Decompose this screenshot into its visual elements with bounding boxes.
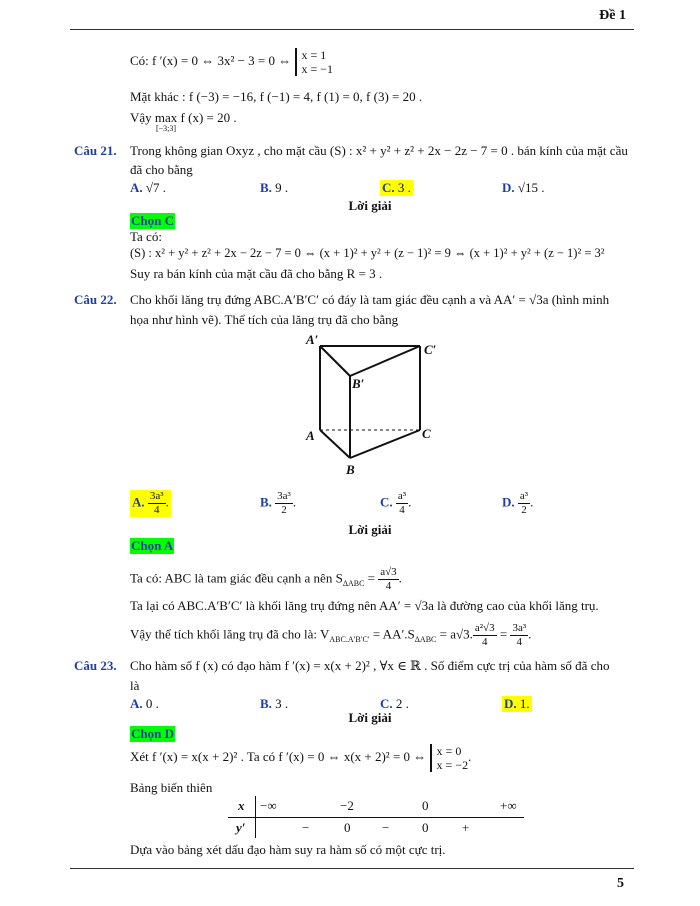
q22-label: Câu 22. — [74, 292, 117, 307]
edge-bc — [350, 430, 420, 458]
q23-sol2: Bảng biến thiên — [130, 780, 213, 795]
q21-answer: Chọn C — [131, 213, 174, 228]
table-y-zero2: 0 — [422, 820, 429, 835]
edge-b1c1 — [350, 346, 420, 376]
q22-text2: họa như hình vẽ). Thể tích của lăng trụ đã cho bằng — [130, 312, 399, 327]
q21-option-d[interactable]: D. √15 . — [502, 180, 545, 195]
q23-solution-title: Lời giải — [348, 710, 392, 725]
table-y-zero1: 0 — [344, 820, 351, 835]
q23-option-a[interactable]: A. 0 . — [130, 696, 159, 711]
q21-option-a[interactable]: A. √7 . — [130, 180, 167, 195]
label-c1: C′ — [424, 342, 437, 357]
q23-answer: Chọn D — [131, 726, 174, 741]
label-b1: B′ — [352, 376, 365, 391]
exam-label: Đề 1 — [599, 8, 626, 23]
q23-sol3: Dựa vào bảng xét dấu đạo hàm suy ra hàm số có một cực trị. — [130, 842, 446, 857]
q21-text1: Trong không gian Oxyz , cho mặt cầu (S) : x² + y² + z² + 2x − 2z − 7 = 0 . bán kính của mặt cầu — [130, 143, 628, 158]
edge-ab — [320, 430, 350, 458]
prev-line2: Mặt khác : f (−3) = −16, f (−1) = 4, f (1) = 0, f (3) = 20 . — [130, 89, 423, 104]
variation-table — [228, 796, 524, 838]
q23-option-c[interactable]: C. 2 . — [380, 696, 409, 711]
prism-figure — [300, 330, 450, 480]
q23-text1: Cho hàm số f (x) có đạo hàm f ′(x) = x(x + 2)² , ∀x ∈ ℝ . Số điểm cực trị của hàm số đã cho — [130, 658, 610, 673]
q21-option-c[interactable]: C. 3 . — [382, 180, 411, 195]
q22-sol2: Ta lại có ABC.A′B′C′ là khối lăng trụ đứng nên AA′ = √3a là đường cao của khối lăng trụ. — [130, 598, 599, 613]
q21-sol1: Ta có: — [130, 229, 162, 244]
table-y-sign2: − — [382, 820, 390, 835]
q22-sol1: Ta có: ABC là tam giác đều cạnh a nên $S_{\Delta ABC}$ = $\frac{a√3}{4}$ . — [130, 566, 402, 592]
table-y-sign1: − — [302, 820, 310, 835]
table-x-neg-inf: −∞ — [260, 798, 277, 813]
table-vline — [255, 796, 256, 838]
q21-label: Câu 21. — [74, 143, 117, 158]
q22-option-b[interactable]: B. $\frac{\text{3a³}}{2}$ . — [260, 490, 297, 516]
prev-line3-sub: [−3;3] — [156, 124, 177, 133]
header-rule — [70, 29, 634, 30]
label-a: A — [306, 428, 315, 443]
q23-option-d[interactable]: D. 1. — [504, 696, 530, 711]
q22-option-c[interactable]: C. $\frac{\text{a³}}{4}$ . — [380, 490, 412, 516]
q23-option-b[interactable]: B. 3 . — [260, 696, 289, 711]
q22-solution-title: Lời giải — [348, 522, 392, 537]
q21-sol2: (S) : x² + y² + z² + 2x − 2z − 7 = 0 ⇔ (x + 1)² + y² + (z − 1)² = 9 ⇔ (x + 1)² + y² + (z − 1)² = 3² — [130, 246, 605, 260]
q21-option-b[interactable]: B. 9 . — [260, 180, 289, 195]
q22-option-d[interactable]: D. $\frac{\text{a³}}{2}$ . — [502, 490, 534, 516]
label-c: C — [422, 426, 431, 441]
q21-sol3: Suy ra bán kính của mặt cầu đã cho bằng R = 3 . — [130, 266, 383, 281]
table-x-minus2: −2 — [340, 798, 354, 813]
q22-sol3: Vậy thể tích khối lăng trụ đã cho là: $V_{ABC.A'B'C'} = AA'.S_{\Delta ABC} = a√3$. $\frac{\text{a²√3}}{4}$ = $\frac{\text{3a³}}{4}$ . — [130, 622, 532, 648]
table-x-zero: 0 — [422, 798, 429, 813]
table-y-sign3: + — [462, 820, 470, 835]
label-a1: A′ — [306, 332, 319, 347]
q22-option-a[interactable]: A. $\frac{\text{3a³}}{4}$ . — [132, 490, 169, 516]
footer-rule — [70, 868, 634, 869]
table-y-label: y′ — [236, 820, 246, 835]
label-b: B — [346, 462, 355, 477]
page-number: 5 — [617, 876, 624, 891]
table-x-label: x — [238, 798, 245, 813]
edge-a1b1 — [320, 346, 350, 376]
q21-text2: đã cho bằng — [130, 162, 193, 177]
q21-solution-title: Lời giải — [348, 198, 392, 213]
prev-line1: Có: f ′(x) = 0 ⇔ 3x² − 3 = 0 ⇔ x = 1 x = −1 — [130, 48, 334, 76]
table-hline — [228, 817, 524, 818]
q22-answer: Chọn A — [131, 538, 174, 553]
q22-text1: Cho khối lăng trụ đứng ABC.A′B′C′ có đáy là tam giác đều cạnh a và AA′ = √3a (hình minh — [130, 292, 610, 307]
q23-sol1: Xét f ′(x) = x(x + 2)² . Ta có f ′(x) = 0 ⇔ x(x + 2)² = 0 ⇔ x = 0 x = −2 . — [130, 744, 472, 772]
q23-label: Câu 23. — [74, 658, 117, 673]
q23-text2: là — [130, 678, 140, 693]
prev-line3: Vậy max f (x) = 20 . — [130, 110, 237, 125]
table-x-pos-inf: +∞ — [500, 798, 517, 813]
